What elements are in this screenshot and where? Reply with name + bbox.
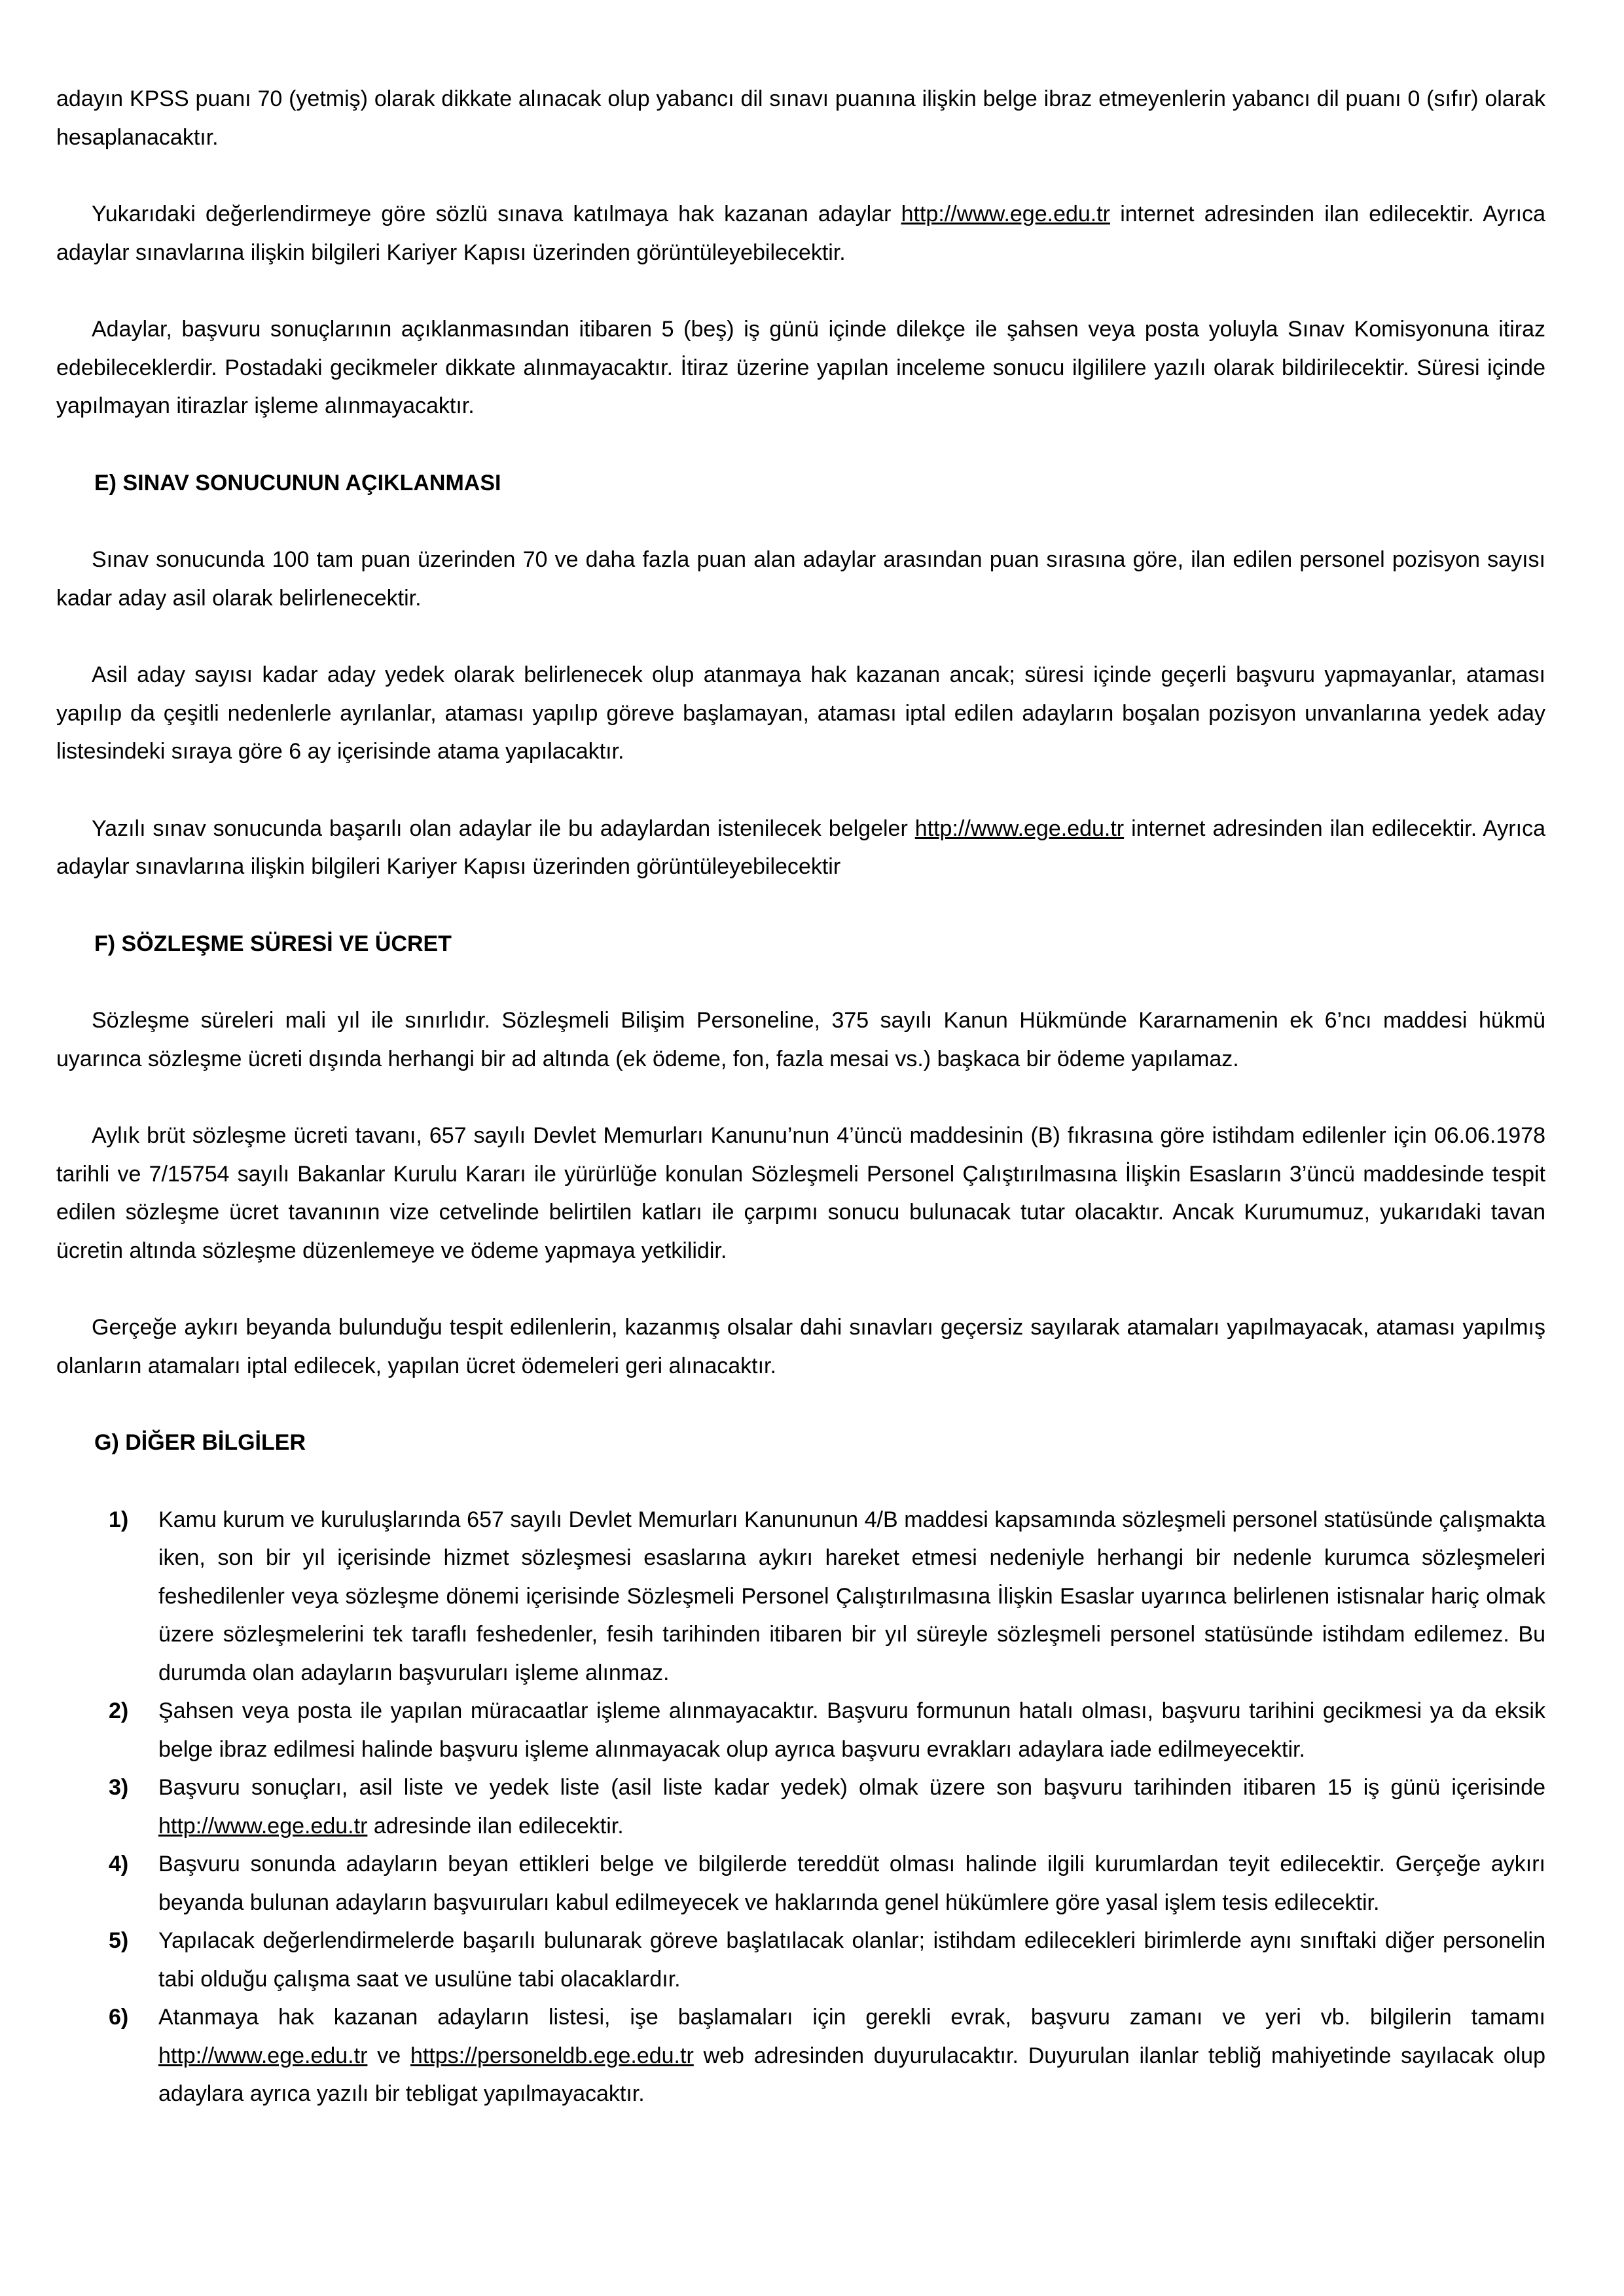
paragraph-false-declaration: Gerçeğe aykırı beyanda bulunduğu tespit edilenlerin, kazanmış olsalar dahi sınavları geçersiz sayılarak atamaları yapılmayacak, ataması yapılmış olanların atamaları iptal edilecek, yapılan ücret ödemeleri geri alınacaktır. xyxy=(56,1315,1545,1378)
paragraph-written-exam-announcement: Yazılı sınav sonucunda başarılı olan adaylar ile bu adaylardan istenilecek belgeler http://www.ege.edu.tr internet adresinden ilan edilecektir. Ayrıca adaylar sınavlarına ilişkin bilgileri Kariyer Kapısı üzerinden görüntüleyebilecektir xyxy=(56,816,1545,879)
ege-website-link[interactable]: http://www.ege.edu.tr xyxy=(158,1813,368,1839)
list-item-number: 4) xyxy=(109,1852,129,1876)
paragraph-oral-exam-announcement: Yukarıdaki değerlendirmeye göre sözlü sınava katılmaya hak kazanan adaylar http://www.ege.edu.tr internet adresinden ilan edilecektir. Ayrıca adaylar sınavlarına ilişkin bilgileri Kariyer Kapısı üzerinden görüntüleyebilecektir. xyxy=(56,202,1545,265)
section-heading-g: G) DİĞER BİLGİLER xyxy=(94,1430,306,1455)
list-item: 1) Kamu kurum ve kuruluşlarında 657 sayılı Devlet Memurları Kanununun 4/B maddesi kapsamında sözleşmeli personel statüsünde çalışmakta iken, son bir yıl içerisinde hizmet sözleşmesi esaslarına aykırı hareket etmesi nedeniyle herhangi bir nedenle kurumca sözleşmeleri feshedilenler veya sözleşme dönemi içerisinde Sözleşmeli Personel Çalıştırılmasına İlişkin Esaslar uyarınca belirlenen istisnalar hariç olmak üzere sözleşmelerini tek taraflı feshedenler, fesih tarihinden itibaren bir yıl süreyle sözleşmeli personel statüsünde istihdam edilemez. Bu durumda olan adayların başvuruları işleme alınmaz. xyxy=(56,1501,1545,1693)
paragraph-reserve-candidates: Asil aday sayısı kadar aday yedek olarak belirlenecek olup atanmaya hak kazanan ancak; süresi içinde geçerli başvuru yapmayanlar, ataması yapılıp da çeşitli nedenlerle ayrılanlar, ataması yapılıp göreve başlamayan, ataması iptal edilen adayların boşalan pozisyon unvanlarına yedek aday listesindeki sıraya göre 6 ay içerisinde atama yapılacaktır. xyxy=(56,662,1545,764)
list-item: 5) Yapılacak değerlendirmelerde başarılı bulunarak göreve başlatılacak olanlar; istihdam edilecekleri birimlerde aynı sınıftaki diğer personelin tabi olduğu çalışma saat ve usulüne tabi olacaklardır. xyxy=(56,1922,1545,1998)
ege-website-link[interactable]: http://www.ege.edu.tr xyxy=(901,202,1111,226)
list-item: 6) Atanmaya hak kazanan adayların listesi, işe başlamaları için gerekli evrak, başvuru zamanı ve yeri vb. bilgilerin tamamı http://www.ege.edu.tr ve https://personeldb.ege.edu.tr web adresinden duyurulacaktır. Duyurulan ilanlar tebliğ mahiyetinde sayılacak olup adaylara ayrıca yazılı bir tebligat yapılmayacaktır. xyxy=(56,1998,1545,2113)
list-item: 4) Başvuru sonunda adayların beyan ettikleri belge ve bilgilerde tereddüt olması halinde ilgili kurumlardan teyit edilecektir. Gerçeğe aykırı beyanda bulunan adayların başvuıruları kabul edilmeyecek ve haklarında genel hükümlere göre yasal işlem tesis edilecektir. xyxy=(56,1845,1545,1922)
list-item: 2) Şahsen veya posta ile yapılan müracaatlar işleme alınmayacaktır. Başvuru formunun hatalı olması, başvuru tarihini gecikmesi ya da eksik belge ibraz edilmesi halinde başvuru işleme alınmayacak olup ayrıca başvuru evrakları adaylara iade edilmeyecektir. xyxy=(56,1692,1545,1768)
section-heading-e: E) SINAV SONUCUNUN AÇIKLANMASI xyxy=(94,470,501,495)
ege-website-link[interactable]: http://www.ege.edu.tr xyxy=(914,816,1125,841)
list-item-number: 5) xyxy=(109,1928,129,1953)
list-item-number: 3) xyxy=(109,1775,129,1800)
list-item: 3) Başvuru sonuçları, asil liste ve yedek liste (asil liste kadar yedek) olmak üzere son başvuru tarihinden itibaren 15 iş günü içerisinde http://www.ege.edu.tr adresinde ilan edilecektir. xyxy=(56,1768,1545,1845)
personnel-website-link[interactable]: https://personeldb.ege.edu.tr xyxy=(410,2043,694,2068)
paragraph-salary-ceiling: Aylık brüt sözleşme ücreti tavanı, 657 sayılı Devlet Memurları Kanunu’nun 4’üncü maddesinin (B) fıkrasına göre istihdam edilenler için 06.06.1978 tarihli ve 7/15754 sayılı Bakanlar Kurulu Kararı ile yürürlüğe konulan Sözleşmeli Personel Çalıştırılmasına İlişkin Esasların 3’üncü maddesinde tespit edilen sözleşme ücret tavanının vize cetvelinde belirtilen katları ile çarpımı sonucu bulunacak tutar olacaktır. Ancak Kurumumuz, yukarıdaki tavan ücretin altında sözleşme düzenlemeye ve ödeme yapmaya yetkilidir. xyxy=(56,1123,1545,1263)
ege-website-link[interactable]: http://www.ege.edu.tr xyxy=(158,2043,368,2068)
list-item-number: 2) xyxy=(109,1698,129,1723)
list-item-number: 1) xyxy=(109,1507,129,1532)
paragraph-contract-period: Sözleşme süreleri mali yıl ile sınırlıdır. Sözleşmeli Bilişim Personeline, 375 sayılı Kanun Hükmünde Kararnamenin ek 6’ncı maddesi hükmü uyarınca sözleşme ücreti dışında herhangi bir ad altında (ek ödeme, fon, fazla mesai vs.) başkaca bir ödeme yapılamaz. xyxy=(56,1008,1545,1071)
section-heading-f: F) SÖZLEŞME SÜRESİ VE ÜCRET xyxy=(94,931,452,956)
other-info-list xyxy=(56,1501,1545,2113)
list-item-number: 6) xyxy=(109,2005,129,2030)
paragraph-kpss-score: adayın KPSS puanı 70 (yetmiş) olarak dikkate alınacak olup yabancı dil sınavı puanına ilişkin belge ibraz etmeyenlerin yabancı dil puanı 0 (sıfır) olarak hesaplanacaktır. xyxy=(56,86,1545,150)
paragraph-exam-result: Sınav sonucunda 100 tam puan üzerinden 70 ve daha fazla puan alan adaylar arasından puan sırasına göre, ilan edilen personel pozisyon sayısı kadar aday asil olarak belirlenecektir. xyxy=(56,547,1545,611)
paragraph-objection: Adaylar, başvuru sonuçlarının açıklanmasından itibaren 5 (beş) iş günü içinde dilekçe ile şahsen veya posta yoluyla Sınav Komisyonuna itiraz edebileceklerdir. Postadaki gecikmeler dikkate alınmayacaktır. İtiraz üzerine yapılan inceleme sonucu ilgililere yazılı olarak bildirilecektir. Süresi içinde yapılmayan itirazlar işleme alınmayacaktır. xyxy=(56,317,1545,418)
